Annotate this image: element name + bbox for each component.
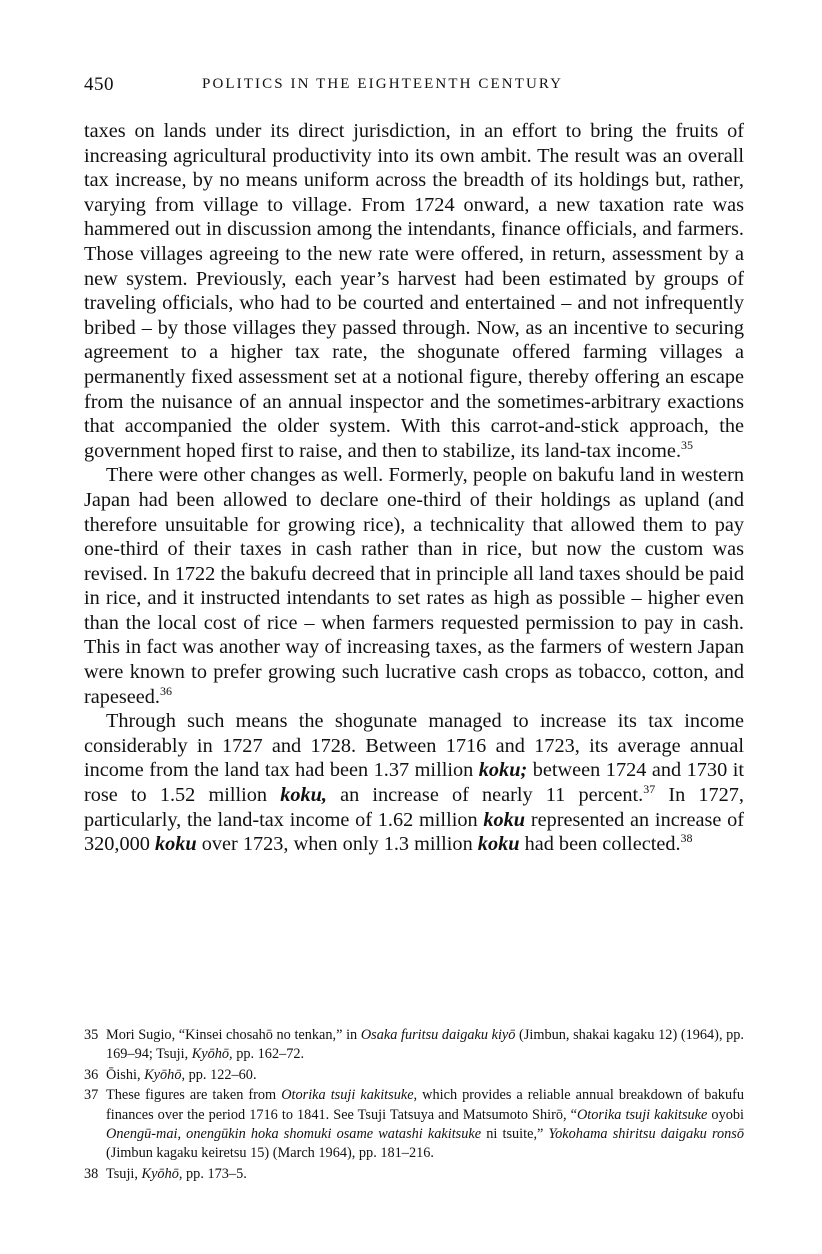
footnotes [84,1026,744,1185]
footnote-number: 38 [84,1165,99,1182]
footnote-text [106,1166,247,1182]
text-run: ni tsuite,” [481,1126,549,1143]
text-run: In 1727, particularly, the land-tax income of 1.62 million [84,784,744,831]
footnote [84,1165,744,1184]
page-number: 450 [84,74,114,95]
text-run: oyobi [707,1106,744,1123]
term-emphasis: koku, [280,784,327,807]
term-emphasis: koku [483,808,526,831]
text-run: Through such means the shogunate managed to increase its tax income considerably in 1727 and 1728. Between 1716 and 1723, its average annual income from the land tax had been 1.37 million [84,710,744,782]
footnote-number: 35 [84,1027,99,1043]
title-italic: Otorika tsuji kakitsuke, [281,1087,418,1104]
text-run: Ōishi, [106,1066,145,1083]
text-run: These figures are taken from [106,1087,282,1104]
running-title: POLITICS IN THE EIGHTEENTH CENTURY [202,76,564,92]
text-run: had been collected. [519,833,681,856]
term-emphasis: koku; [478,759,528,782]
title-italic: Otorika tsuji kakitsuke [576,1106,708,1123]
text-run: (Jimbun kagaku keiretsu 15) (March 1964), pp. 181–216. [106,1145,434,1162]
text-run: pp. 122–60. [185,1066,257,1083]
title-italic: Kyōhō, [191,1046,233,1063]
text-run: Tsuji, [106,1165,142,1182]
text-run: There were other changes as well. Formerly, people on bakufu land in western Japan had been allowed to declare one-third of their holdings as upland (and therefore unsuitable for growing rice), a technicality that allowed them to pay one-third of their taxes in cash rather than in rice, but now the custom was revised. In 1722 the bakufu decreed that in principle all land taxes should be paid in rice, and it instructed intendants to set rates as high as possible – higher even than the local cost of rice – when farmers requested permission to pay in cash. This in fact was another way of increasing taxes, as the farmers of western Japan were known to prefer growing such lucrative cash crops as tobacco, cotton, and rapeseed. [84,464,744,708]
footnote-text [106,1027,744,1062]
body-text [84,119,744,857]
title-italic: Onengū-mai, onengūkin hoka shomuki osame watashi kakitsuke [106,1126,482,1143]
footnote-text [106,1087,744,1161]
title-italic: Yokohama shiritsu daigaku ronsō [548,1126,744,1143]
title-italic: Kyōhō, [144,1066,186,1083]
text-run: pp. 173–5. [182,1165,247,1182]
text-run: between 1724 and 1730 it rose to 1.52 million [84,759,744,807]
text-run: Mori Sugio, “Kinsei chosahō no tenkan,” in [106,1027,361,1043]
footnote [84,1066,744,1085]
footnote-marker: 35 [681,437,694,452]
footnote [84,1026,744,1065]
paragraph [84,709,744,857]
text-run: an increase of nearly 11 percent. [326,784,644,807]
footnote-marker: 36 [160,683,173,698]
title-italic: Osaka furitsu daigaku kiyō [360,1027,516,1043]
term-emphasis: koku [154,833,197,856]
text-run: (Jimbun, shakai kagaku 12) (1964), pp. 169–94; Tsuji, [106,1027,745,1063]
footnote-number: 37 [84,1087,99,1104]
footnote-marker: 37 [643,782,656,797]
footnote-marker: 38 [680,831,693,846]
text-run: pp. 162–72. [232,1046,305,1063]
text-run: taxes on lands under its direct jurisdiction, in an effort to bring the fruits of increasing agricultural productivity into its own ambit. The result was an overall tax increase, by no means uniform across the breadth of its holdings but, rather, varying from village to village. From 1724 onward, a new taxation rate was hammered out in discussion among the intendants, finance officials, and farmers. Those villages agreeing to the new rate were offered, in return, assessment by a new system. Previously, each year’s harvest had been estimated by groups of traveling officials, who had to be courted and entertained – and not infrequently bribed – by those villages they passed through. Now, as an incentive to securing agreement to a higher tax rate, the shogunate offered farming villages a permanently fixed assessment set at a notional figure, thereby offering an escape from the nuisance of an annual inspector and the sometimes-arbitrary exactions that accompanied the older system. With this carrot-and-stick approach, the government hoped first to raise, and then to stabilize, its land-tax income. [84,120,744,462]
title-italic: Kyōhō, [141,1165,183,1182]
text-run: which provides a reliable annual breakdown of bakufu finances over the period 1716 to 1841. See Tsuji Tatsuya and Matsumoto Shirō, “ [106,1087,745,1123]
page-header [84,74,744,96]
term-emphasis: koku [477,833,520,856]
paragraph [84,463,744,709]
text-run: over 1723, when only 1.3 million [196,833,478,856]
text-run: represented an increase of 320,000 [84,808,744,856]
footnote-text [106,1067,257,1083]
footnote [84,1086,744,1164]
footnote-number: 36 [84,1066,99,1083]
paragraph [84,119,744,463]
